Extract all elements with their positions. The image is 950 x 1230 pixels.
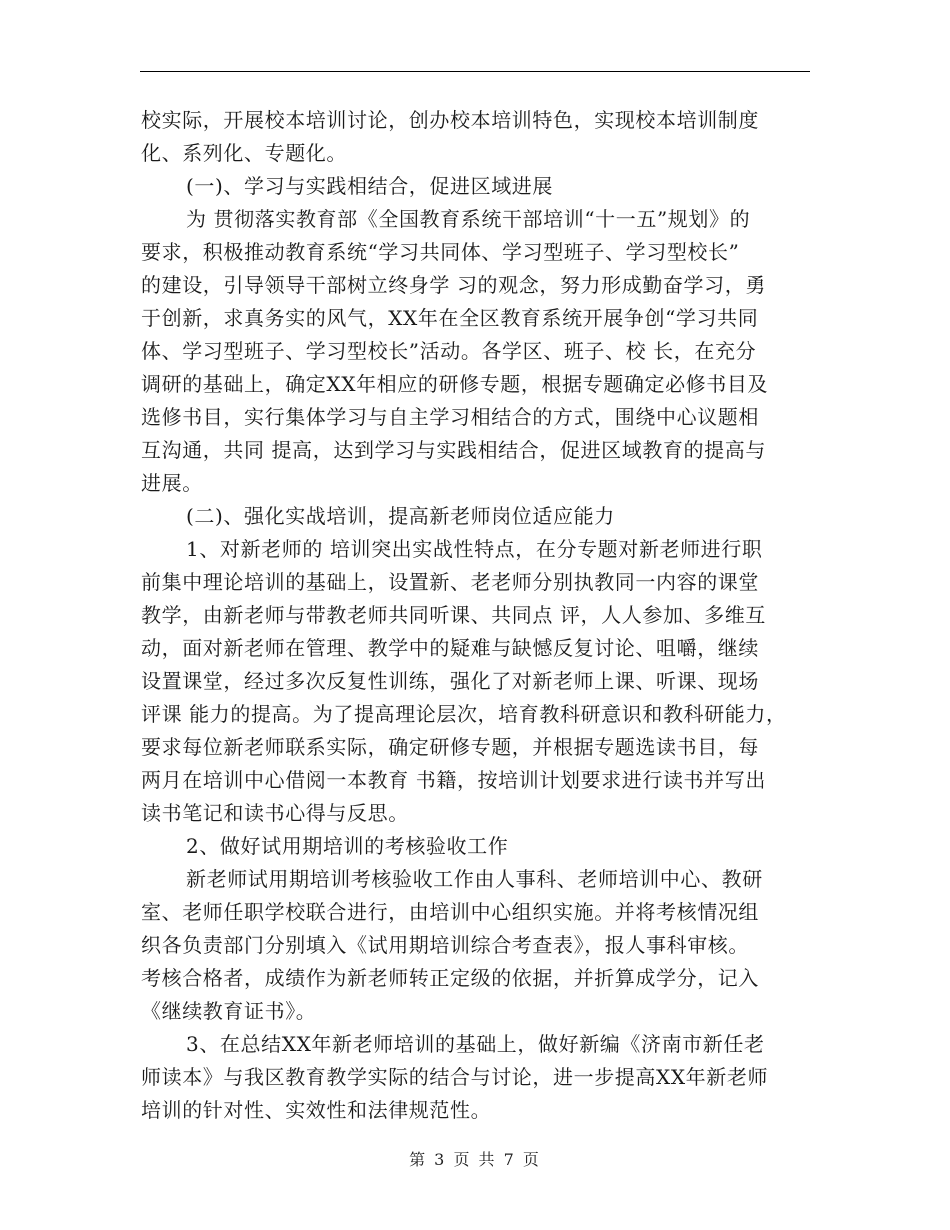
text-line: 校实际，开展校本培训讨论，创办校本培训特色，实现校本培训制度 [141, 108, 759, 132]
text-line: 师读本》与我区教育教学实际的结合与讨论，进一步提高XX年新老师 [141, 1065, 769, 1089]
page-number: 第 3 页 共 7 页 [409, 1150, 541, 1169]
text-line: 考核合格者，成绩作为新老师转正定级的依据，并折算成学分，记入 [141, 966, 759, 990]
text-line: 调研的基础上，确定XX年相应的研修专题，根据专题确定必修书目及 [141, 372, 769, 396]
text-line: 为 贯彻落实教育部《全国教育系统干部培训“十一五”规划》的 [186, 207, 751, 231]
text-line: 3、在总结XX年新老师培训的基础上，做好新编《济南市新任老 [186, 1032, 765, 1056]
text-line: 进展。 [141, 471, 203, 495]
text-line: 两月在培训中心借阅一本教育 书籍，按培训计划要求进行读书并写出 [141, 768, 766, 792]
text-line: 评课 能力的提高。为了提高理论层次，培育教科研意识和教科研能力， [141, 702, 787, 726]
text-line: 2、做好试用期培训的考核验收工作 [186, 834, 509, 858]
text-line: 读书笔记和读书心得与反思。 [141, 801, 409, 825]
text-line: 前集中理论培训的基础上，设置新、老老师分别执教同一内容的课堂 [141, 570, 759, 594]
header-rule [140, 71, 810, 72]
text-line: 设置课堂，经过多次反复性训练，强化了对新老师上课、听课、现场 [141, 669, 759, 693]
text-line: 体、学习型班子、学习型校长”活动。各学区、班子、校 长，在充分 [141, 339, 757, 363]
text-line: 1、对新老师的 培训突出实战性特点，在分专题对新老师进行职 [186, 537, 763, 561]
text-line: 培训的针对性、实效性和法律规范性。 [141, 1098, 492, 1122]
text-line: 新老师试用期培训考核验收工作由人事科、老师培训中心、教研 [186, 867, 763, 891]
text-line: 选修书目，实行集体学习与自主学习相结合的方式，围绕中心议题相 [141, 405, 759, 429]
text-line: 教学，由新老师与带教老师共同听课、共同点 评，人人参加、多维互 [141, 603, 766, 627]
text-line: 互沟通，共同 提高，达到学习与实践相结合，促进区域教育的提高与 [141, 438, 766, 462]
text-line: 要求每位新老师联系实际，确定研修专题，并根据专题选读书目，每 [141, 735, 759, 759]
text-line: 要求，积极推动教育系统“学习共同体、学习型班子、学习型校长” [141, 240, 740, 264]
text-line: 室、老师任职学校联合进行，由培训中心组织实施。并将考核情况组 [141, 900, 759, 924]
text-line: (一)、学习与实践相结合，促进区域进展 [186, 174, 554, 198]
text-line: 化、系列化、专题化。 [141, 141, 347, 165]
text-line: 织各负责部门分别填入《试用期培训综合考查表》，报人事科审核。 [141, 933, 749, 957]
text-line: (二)、强化实战培训，提高新老师岗位适应能力 [186, 504, 615, 528]
text-line: 于创新，求真务实的风气，XX年在全区教育系统开展争创“学习共同 [141, 306, 759, 330]
text-line: 动，面对新老师在管理、教学中的疑难与缺憾反复讨论、咀嚼，继续 [141, 636, 759, 660]
text-line: 的建设，引导领导干部树立终身学 习的观念，努力形成勤奋学习，勇 [141, 273, 766, 297]
document-body [141, 104, 821, 1127]
text-line: 《继续教育证书》。 [141, 999, 317, 1023]
